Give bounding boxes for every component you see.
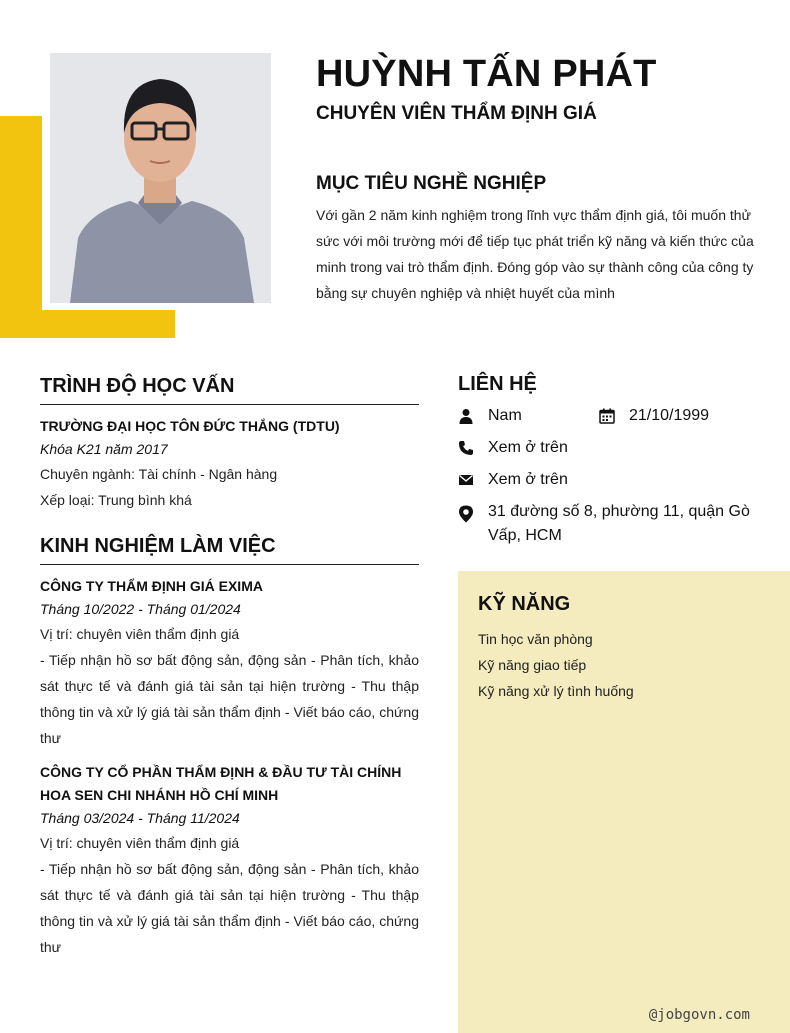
phone-value: Xem ở trên bbox=[488, 439, 568, 456]
job-position: Vị trí: chuyên viên thẩm định giá bbox=[40, 626, 240, 642]
education-grade: Xếp loại: Trung bình khá bbox=[40, 492, 192, 508]
school-name: TRƯỜNG ĐẠI HỌC TÔN ĐỨC THẮNG (TDTU) bbox=[40, 418, 340, 434]
gender-value: Nam bbox=[488, 407, 522, 424]
job-position: Vị trí: chuyên viên thẩm định giá bbox=[40, 835, 240, 851]
job-entry bbox=[40, 761, 419, 960]
education-heading: TRÌNH ĐỘ HỌC VẤN bbox=[40, 375, 419, 405]
skills-panel bbox=[458, 571, 790, 1033]
job-period: Tháng 10/2022 - Tháng 01/2024 bbox=[40, 601, 241, 617]
skill-item: Tin học văn phòng bbox=[478, 631, 593, 647]
job-entry bbox=[40, 575, 419, 751]
candidate-name: HUỲNH TẤN PHÁT bbox=[316, 53, 657, 95]
job-company: CÔNG TY CỔ PHẦN THẨM ĐỊNH & ĐẦU TƯ TÀI CHÍNH HOA SEN CHI NHÁNH HỒ CHÍ MINH bbox=[40, 764, 402, 803]
location-pin-icon bbox=[458, 505, 474, 521]
experience-heading: KINH NGHIỆM LÀM VIỆC bbox=[40, 535, 419, 565]
calendar-icon bbox=[599, 408, 615, 424]
person-icon bbox=[458, 408, 474, 424]
job-description: - Tiếp nhận hồ sơ bất động sản, động sản - Phân tích, khảo sát thực tế và đánh giá tài sản tại hiện trường - Thu thập thông tin và xử lý giá tài sản thẩm định - Viết báo cáo, chứng thư bbox=[40, 652, 419, 746]
objective-text: Với gần 2 năm kinh nghiệm trong lĩnh vực thẩm định giá, tôi muốn thử sức với môi trường mới để tiếp tục phát triển kỹ năng và kiến thức của minh trong vai trò thẩm định. Đóng góp vào sự thành công của công ty bằng sự chuyên nghiệp và nhiệt huyết của mình bbox=[316, 207, 754, 301]
job-period: Tháng 03/2024 - Tháng 11/2024 bbox=[40, 810, 240, 826]
experience-section bbox=[40, 535, 419, 960]
job-company: CÔNG TY THẨM ĐỊNH GIÁ EXIMA bbox=[40, 578, 263, 594]
watermark-text: @jobgovn.com bbox=[648, 1007, 750, 1023]
mail-icon bbox=[458, 472, 474, 488]
education-course: Khóa K21 năm 2017 bbox=[40, 441, 168, 457]
education-section bbox=[40, 375, 419, 513]
job-description: - Tiếp nhận hồ sơ bất động sản, động sản - Phân tích, khảo sát thực tế và đánh giá tài sản tại hiện trường - Thu thập thông tin và xử lý giá tài sản thẩm định - Viết báo cáo, chứng thư bbox=[40, 861, 419, 955]
email-value: Xem ở trên bbox=[488, 471, 568, 488]
objective-heading: MỤC TIÊU NGHỀ NGHIỆP bbox=[316, 173, 547, 194]
skills-heading: KỸ NĂNG bbox=[478, 593, 571, 615]
skills-list bbox=[478, 626, 634, 704]
contact-heading: LIÊN HỆ bbox=[458, 373, 537, 395]
skill-item: Kỹ năng xử lý tình huống bbox=[478, 683, 634, 699]
address-value: 31 đường số 8, phường 11, quận Gò Vấp, HCM bbox=[488, 503, 750, 544]
birthday-value: 21/10/1999 bbox=[629, 407, 710, 424]
profile-photo bbox=[50, 53, 271, 303]
candidate-title: CHUYÊN VIÊN THẨM ĐỊNH GIÁ bbox=[316, 103, 597, 124]
accent-bar-horizontal bbox=[0, 310, 175, 338]
education-major: Chuyên ngành: Tài chính - Ngân hàng bbox=[40, 466, 278, 482]
accent-bar-vertical bbox=[0, 116, 42, 338]
phone-icon bbox=[458, 440, 474, 456]
skill-item: Kỹ năng giao tiếp bbox=[478, 657, 587, 673]
